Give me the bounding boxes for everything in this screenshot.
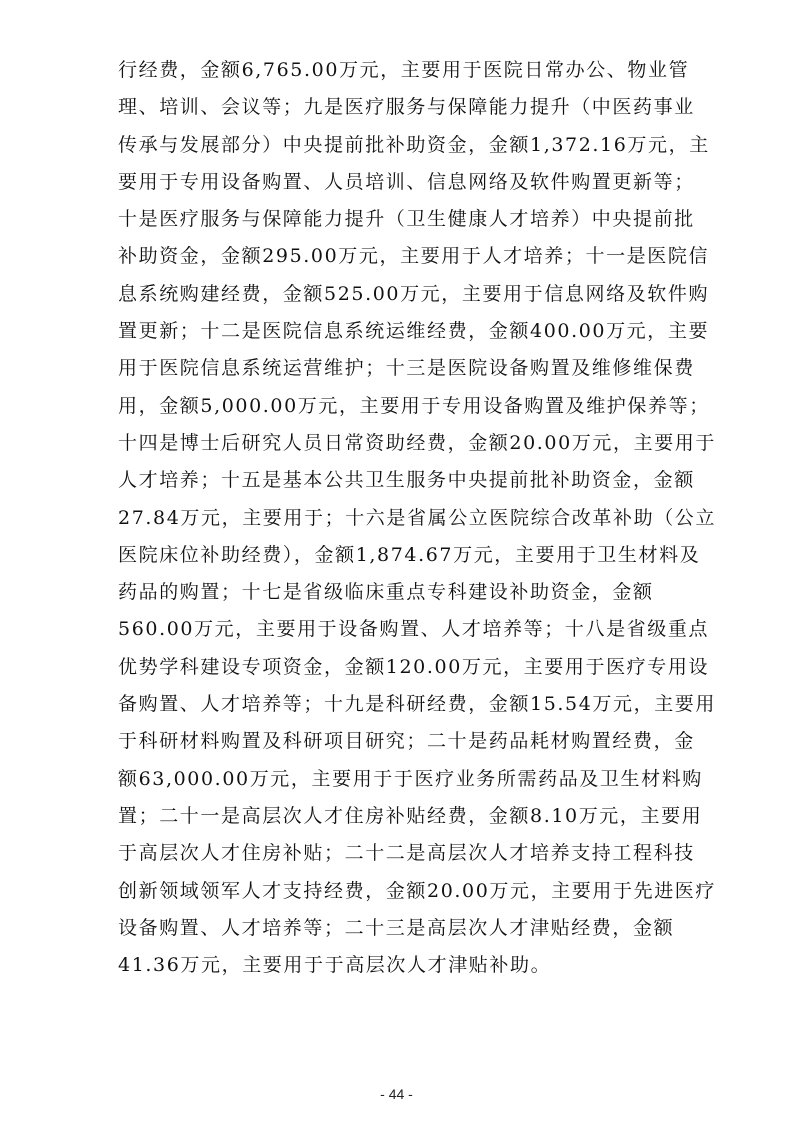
text-line-8: 置更新；十二是医院信息系统运维经费，金额400.00万元，主要 xyxy=(118,320,710,343)
text-line-15: 药品的购置；十七是省级临床重点专科建设补助资金，金额 xyxy=(118,581,654,604)
text-line-16: 560.00万元，主要用于设备购置、人才培养等；十八是省级重点 xyxy=(118,618,710,641)
text-line-18: 备购置、人才培养等；十九是科研经费，金额15.54万元，主要用 xyxy=(118,693,716,716)
text-line-10: 用，金额5,000.00万元，主要用于专用设备购置及维护保养等； xyxy=(118,394,710,417)
text-line-19: 于科研材料购置及科研项目研究；二十是药品耗材购置经费，金 xyxy=(118,730,695,753)
text-line-17: 优势学科建设专项资金，金额120.00万元，主要用于医疗专用设 xyxy=(118,655,710,678)
page-number: - 44 - xyxy=(380,1086,413,1102)
text-line-2: 理、培训、会议等；九是医疗服务与保障能力提升（中医药事业 xyxy=(118,96,695,119)
text-line-11: 十四是博士后研究人员日常资助经费，金额20.00万元，主要用于 xyxy=(118,431,716,454)
text-line-25: 41.36万元，主要用于于高层次人才津贴补助。 xyxy=(118,954,552,977)
text-line-7: 息系统购建经费，金额525.00万元，主要用于信息网络及软件购 xyxy=(118,282,710,305)
text-line-20: 额63,000.00万元，主要用于于医疗业务所需药品及卫生材料购 xyxy=(118,767,703,790)
text-line-22: 于高层次人才住房补贴；二十二是高层次人才培养支持工程科技 xyxy=(118,842,695,865)
text-line-5: 十是医疗服务与保障能力提升（卫生健康人才培养）中央提前批 xyxy=(118,208,695,231)
text-line-13: 27.84万元，主要用于；十六是省属公立医院综合改革补助（公立 xyxy=(118,506,716,529)
text-line-24: 设备购置、人才培养等；二十三是高层次人才津贴经费，金额 xyxy=(118,916,675,939)
text-line-3: 传承与发展部分）中央提前批补助资金，金额1,372.16万元，主 xyxy=(118,133,710,156)
text-line-6: 补助资金，金额295.00万元，主要用于人才培养；十一是医院信 xyxy=(118,245,710,268)
text-line-4: 要用于专用设备购置、人员培训、信息网络及软件购置更新等； xyxy=(118,170,695,193)
text-line-1: 行经费，金额6,765.00万元，主要用于医院日常办公、物业管 xyxy=(118,59,690,81)
text-line-14: 医院床位补助经费），金额1,874.67万元，主要用于卫生材料及 xyxy=(118,543,701,566)
text-line-21: 置；二十一是高层次人才住房补贴经费，金额8.10万元，主要用 xyxy=(118,804,703,827)
text-line-23: 创新领域领军人才支持经费，金额20.00万元，主要用于先进医疗 xyxy=(118,879,716,902)
text-line-9: 用于医院信息系统运营维护；十三是医院设备购置及维修维保费 xyxy=(118,357,695,380)
text-line-12: 人才培养；十五是基本公共卫生服务中央提前批补助资金，金额 xyxy=(118,469,695,492)
document-body xyxy=(118,52,716,984)
